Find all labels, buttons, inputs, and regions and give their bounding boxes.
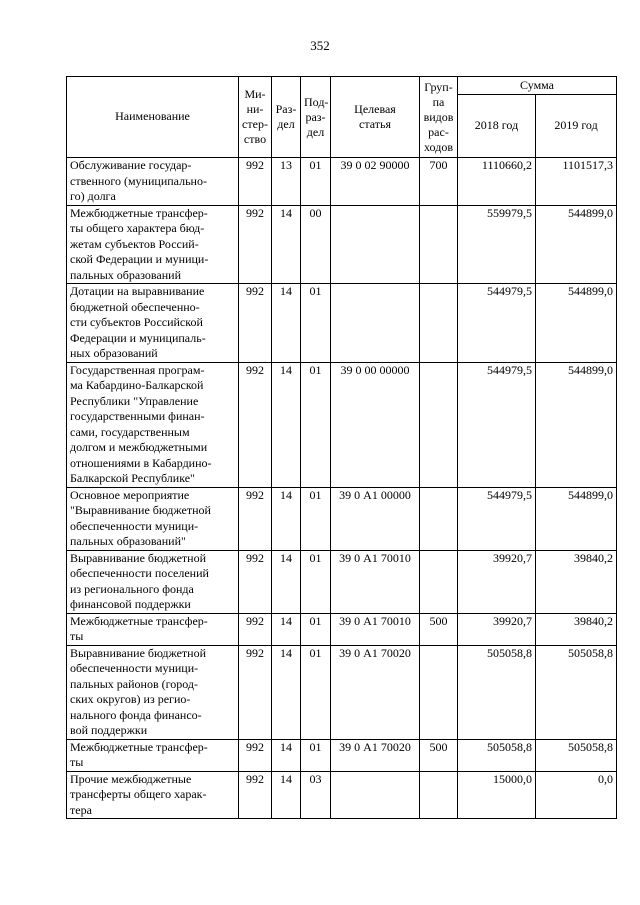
cell-ministry: 992: [239, 550, 272, 613]
table-row: [67, 645, 617, 739]
cell-target: 39 0 А1 70020: [331, 739, 420, 771]
cell-2018: 15000,0: [458, 771, 536, 819]
cell-section: 14: [272, 205, 301, 284]
cell-section: 14: [272, 613, 301, 645]
header-subsection-text: Под- раз- дел: [304, 94, 329, 139]
cell-2019: 39840,2: [536, 550, 617, 613]
cell-2018: 544979,5: [458, 284, 536, 363]
header-group-text: Груп- па видов рас- ходов: [423, 79, 454, 154]
cell-group: [420, 645, 458, 739]
cell-section: 14: [272, 771, 301, 819]
cell-target: 39 0 А1 00000: [331, 487, 420, 550]
table-body: [67, 158, 617, 819]
cell-target: [331, 284, 420, 363]
cell-name: Выравнивание бюджетной обеспеченности муници- пальных районов (город- ских округов) из регио- нального фонда финансо- вой поддержки: [67, 645, 239, 739]
cell-name: Государственная програм- ма Кабардино-Балкарской Республики "Управление государственными финан- сами, государственным долгом и межбюджетными отношениями в Кабардино- Балкарской Республике": [67, 362, 239, 487]
cell-target: 39 0 А1 70010: [331, 550, 420, 613]
cell-group: [420, 487, 458, 550]
cell-subsection: 01: [301, 645, 331, 739]
cell-group: [420, 205, 458, 284]
header-sum: Сумма: [458, 77, 617, 95]
cell-group: [420, 771, 458, 819]
cell-2018: 505058,8: [458, 739, 536, 771]
header-group: [420, 77, 458, 158]
cell-ministry: 992: [239, 613, 272, 645]
cell-target: 39 0 02 90000: [331, 158, 420, 206]
cell-ministry: 992: [239, 739, 272, 771]
cell-group: [420, 550, 458, 613]
cell-2018: 559979,5: [458, 205, 536, 284]
cell-ministry: 992: [239, 205, 272, 284]
cell-subsection: 01: [301, 284, 331, 363]
table-row: [67, 362, 617, 487]
budget-table: [66, 76, 617, 819]
cell-section: 14: [272, 284, 301, 363]
cell-name: Основное мероприятие "Выравнивание бюджетной обеспеченности муници- пальных образований": [67, 487, 239, 550]
cell-subsection: 00: [301, 205, 331, 284]
cell-section: 14: [272, 487, 301, 550]
header-2018: 2018 год: [458, 95, 536, 158]
table-row: [67, 284, 617, 363]
header-section-text: Раз- дел: [275, 102, 297, 131]
cell-subsection: 01: [301, 550, 331, 613]
cell-subsection: 01: [301, 487, 331, 550]
cell-group: 700: [420, 158, 458, 206]
cell-2019: 1101517,3: [536, 158, 617, 206]
cell-name: Дотации на выравнивание бюджетной обеспеченно- сти субъектов Российской Федерации и муниципаль- ных образований: [67, 284, 239, 363]
cell-target: [331, 205, 420, 284]
table-row: [67, 158, 617, 206]
cell-subsection: 01: [301, 158, 331, 206]
cell-target: 39 0 А1 70020: [331, 645, 420, 739]
table-row: [67, 550, 617, 613]
page-number: 352: [310, 38, 330, 53]
cell-2018: 544979,5: [458, 362, 536, 487]
table-row: [67, 613, 617, 645]
cell-2018: 39920,7: [458, 550, 536, 613]
cell-name: Обслуживание государ- ственного (муниципально- го) долга: [67, 158, 239, 206]
cell-2019: 505058,8: [536, 739, 617, 771]
cell-ministry: 992: [239, 158, 272, 206]
table-row: [67, 487, 617, 550]
cell-name: Выравнивание бюджетной обеспеченности поселений из регионального фонда финансовой поддержки: [67, 550, 239, 613]
cell-ministry: 992: [239, 771, 272, 819]
cell-2019: 544899,0: [536, 487, 617, 550]
cell-ministry: 992: [239, 362, 272, 487]
cell-2019: 39840,2: [536, 613, 617, 645]
cell-section: 13: [272, 158, 301, 206]
cell-subsection: 01: [301, 362, 331, 487]
cell-ministry: 992: [239, 284, 272, 363]
cell-group: 500: [420, 613, 458, 645]
header-section: [272, 77, 301, 158]
cell-target: 39 0 А1 70010: [331, 613, 420, 645]
cell-2019: 544899,0: [536, 284, 617, 363]
cell-2018: 544979,5: [458, 487, 536, 550]
cell-name: Прочие межбюджетные трансферты общего харак- тера: [67, 771, 239, 819]
cell-2018: 505058,8: [458, 645, 536, 739]
cell-ministry: 992: [239, 645, 272, 739]
cell-section: 14: [272, 362, 301, 487]
cell-ministry: 992: [239, 487, 272, 550]
cell-section: 14: [272, 550, 301, 613]
cell-2019: 544899,0: [536, 362, 617, 487]
header-target-text: Целевая статья: [354, 101, 396, 131]
cell-name: Межбюджетные трансфер- ты общего характера бюд- жетам субъектов Россий- ской Федерации и муници- пальных образований: [67, 205, 239, 284]
cell-group: 500: [420, 739, 458, 771]
table-row: [67, 739, 617, 771]
cell-section: 14: [272, 645, 301, 739]
cell-group: [420, 362, 458, 487]
cell-section: 14: [272, 739, 301, 771]
cell-2019: 0,0: [536, 771, 617, 819]
header-2019: 2019 год: [536, 95, 617, 158]
table-row: [67, 205, 617, 284]
cell-subsection: 03: [301, 771, 331, 819]
header-name: Наименование: [67, 77, 239, 158]
cell-2018: 39920,7: [458, 613, 536, 645]
table-row: [67, 771, 617, 819]
header-target: [331, 77, 420, 158]
header-subsection: [301, 77, 331, 158]
cell-subsection: 01: [301, 613, 331, 645]
cell-name: Межбюджетные трансфер- ты: [67, 613, 239, 645]
header-ministry-text: Ми- ни- стер- ство: [242, 87, 268, 146]
cell-subsection: 01: [301, 739, 331, 771]
header-ministry: [239, 77, 272, 158]
cell-group: [420, 284, 458, 363]
cell-target: [331, 771, 420, 819]
cell-2019: 505058,8: [536, 645, 617, 739]
cell-target: 39 0 00 00000: [331, 362, 420, 487]
cell-2019: 544899,0: [536, 205, 617, 284]
cell-2018: 1110660,2: [458, 158, 536, 206]
cell-name: Межбюджетные трансфер- ты: [67, 739, 239, 771]
